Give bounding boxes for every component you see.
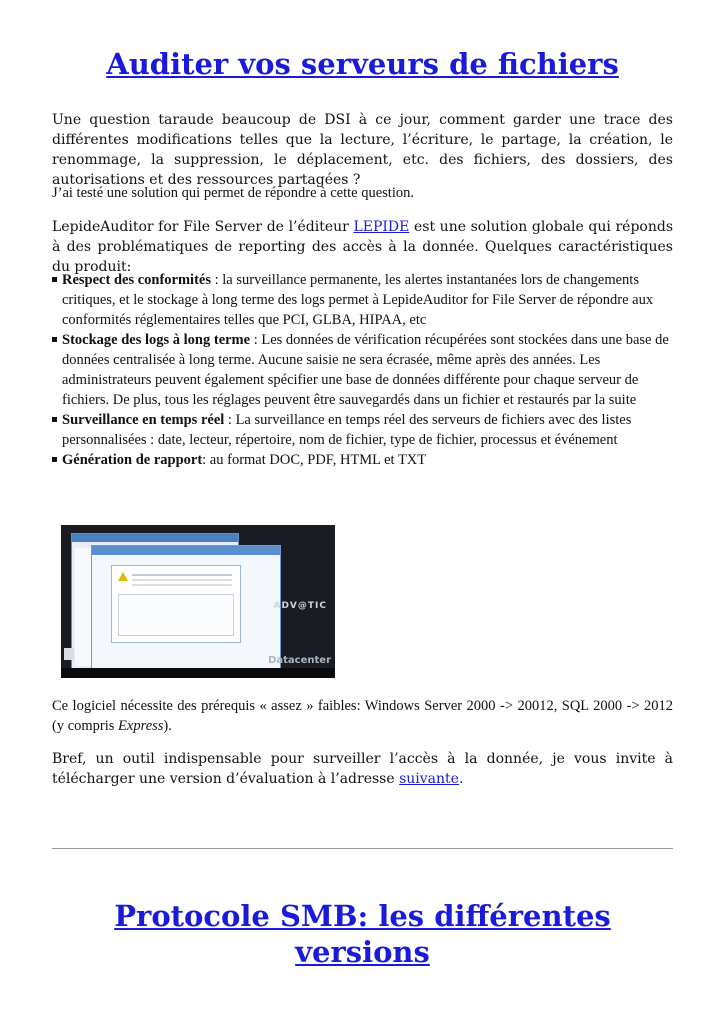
download-link[interactable]: suivante (399, 771, 459, 787)
screenshot-title-bar (72, 534, 238, 542)
bullet-icon (52, 337, 57, 342)
screenshot-dialog (111, 565, 241, 643)
feature-text: : Les données de vérification récupérées sont stockées dans une base de données centralisée à long terme. Aucune saisie ne sera écrasée, même après des années. Les administrateurs peuvent également spécifier une base de données différente pour chaque serveur de fichiers. De plus, tous les réglages peuvent être sauvegardés dans un fichier et restaurés par la suite (62, 332, 669, 408)
article-title (52, 46, 673, 82)
feature-list (52, 270, 673, 470)
feature-label: Génération de rapport (62, 452, 203, 468)
product-paragraph (52, 217, 673, 277)
screenshot-logo-top: ADV@TIC (273, 601, 327, 611)
article-title-link[interactable]: Auditer vos serveurs de fichiers (106, 47, 619, 81)
conclusion-text-after: . (458, 771, 464, 787)
screenshot-logo-bottom: Datacenter (268, 655, 331, 666)
feature-label: Stockage des logs à long terme (62, 332, 251, 348)
feature-label: Respect des conformités (62, 272, 211, 288)
desktop-file-icon (64, 648, 74, 660)
feature-text: : la surveillance permanente, les alertes instantanées lors de changements critiques, et le stockage à long terme des logs permet à LepideAuditor for File Server de répondre aux conformités réglementaires telles que PCI, GLBA, HIPAA, etc (62, 272, 654, 328)
screenshot-title-bar (92, 546, 280, 555)
article-separator (52, 848, 673, 849)
prereq-text-before: Ce logiciel nécessite des prérequis « assez » faibles: Windows Server 2000 -> 20012, SQL 2000 -> 2012 (y compris (52, 698, 673, 734)
screenshot-dialog-grid (118, 594, 234, 636)
list-item (52, 330, 673, 410)
lepide-link[interactable]: LEPIDE (353, 219, 410, 235)
next-article-title (52, 898, 673, 970)
intro-paragraph: Une question taraude beaucoup de DSI à ce jour, comment garder une trace des différentes modifications telles que la lecture, l’écriture, le partage, la création, le renommage, la suppression, le déplacement, etc. des fichiers, des dossiers, des autorisations et des ressources partagées ? (52, 112, 673, 188)
bullet-icon (52, 277, 57, 282)
screenshot-dialog-text (132, 574, 232, 576)
conclusion-paragraph (52, 749, 673, 789)
prereq-paragraph (52, 696, 673, 736)
bullet-icon (52, 417, 57, 422)
warning-icon (118, 572, 128, 581)
feature-text: : au format DOC, PDF, HTML et TXT (202, 452, 427, 468)
list-item (52, 450, 673, 470)
list-item (52, 270, 673, 330)
list-item (52, 410, 673, 450)
screenshot-taskbar (61, 668, 335, 678)
prereq-italic: Express (118, 718, 164, 734)
feature-text: : La surveillance en temps réel des serveurs de fichiers avec des listes personnalisées : date, lecteur, répertoire, nom de fichier, type de fichier, processus et événement (62, 412, 632, 448)
product-text-after: est une solution globale qui réponds à des problématiques de reporting des accès à la donnée. Quelques caractéristiques du produit: (52, 219, 674, 275)
bullet-icon (52, 457, 57, 462)
product-screenshot[interactable] (61, 525, 335, 678)
feature-label: Surveillance en temps réel (62, 412, 225, 428)
product-text-before: LepideAuditor for File Server de l’éditeur (52, 219, 354, 235)
tested-paragraph: J’ai testé une solution qui permet de répondre à cette question. (52, 185, 414, 201)
conclusion-text-before: Bref, un outil indispensable pour surveiller l’accès à la donnée, je vous invite à télécharger une version d’évaluation à l’adresse (52, 751, 673, 787)
prereq-text-after: ). (163, 718, 172, 734)
next-article-title-link[interactable]: Protocole SMB: les différentes versions (114, 899, 611, 969)
